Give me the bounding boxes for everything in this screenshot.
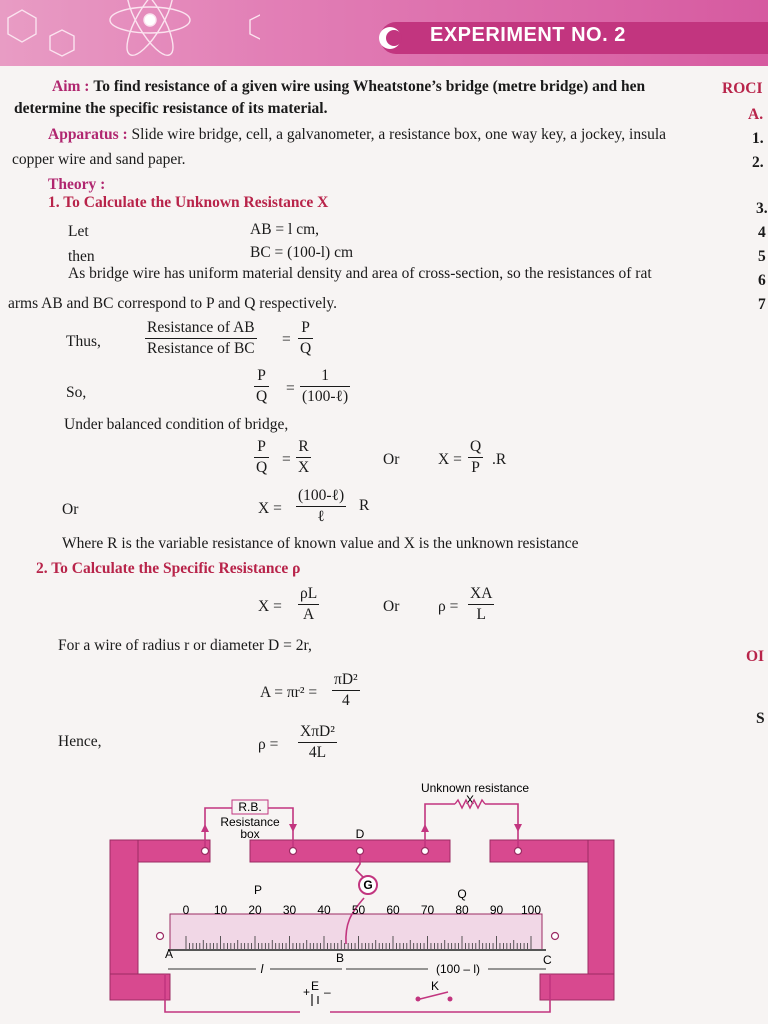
p-over-q-3 [254, 437, 269, 478]
side-mark: S [756, 710, 765, 727]
a: A [303, 606, 315, 623]
resistance-bc: Resistance of BC [147, 340, 255, 357]
scale-number: 80 [455, 903, 469, 917]
radius-line: For a wire of radius r or diameter D = 2r, [58, 637, 312, 654]
l-length: L [476, 606, 486, 623]
x-equals-3: X = [258, 598, 282, 615]
apparatus-label: Apparatus : [48, 126, 128, 143]
ab-equation: AB = l cm, [250, 221, 320, 238]
experiment-title: EXPERIMENT NO. 2 [430, 24, 626, 46]
then-label: then [68, 248, 95, 265]
label-100-minus-l: (100 – l) [435, 962, 481, 976]
side-mark: 2. [752, 154, 764, 171]
scale-number: 10 [213, 903, 228, 917]
apparatus-text: Slide wire bridge, cell, a galvanometer, a resistance box, one way key, a jockey, insula [131, 126, 667, 143]
aim-text: To find resistance of a given wire using Wheatstone’s bridge (metre bridge) and hen [93, 78, 646, 95]
aim-label: Aim : [52, 78, 90, 95]
r: R [495, 451, 507, 468]
key-terminal-icon [416, 997, 421, 1002]
x-equals: X = [438, 451, 462, 468]
side-mark: 6 [758, 272, 766, 289]
key-switch-icon [420, 992, 448, 999]
x-equals-2: X = [258, 500, 282, 517]
rhol-over-a [298, 584, 319, 625]
scale-number: 100 [520, 903, 542, 917]
key-terminal-icon [448, 997, 453, 1002]
let-label: Let [68, 223, 89, 240]
bc-equation: BC = (100-l) cm [250, 244, 354, 261]
pid2-over-4 [332, 670, 360, 711]
p-over-q-2 [254, 366, 269, 407]
p: P [254, 437, 269, 458]
section-1-heading: 1. To Calculate the Unknown Resistance X [48, 194, 329, 211]
metre-bridge-diagram [0, 774, 768, 1024]
label-b: B [336, 951, 345, 965]
box-label: box [240, 827, 260, 841]
theory-heading: Theory : [48, 176, 106, 193]
scale-number: 50 [351, 903, 366, 917]
side-mark: A. [748, 106, 764, 123]
label-e: E [310, 979, 320, 993]
or-label-3: Or [383, 598, 400, 615]
cell-icon [312, 994, 318, 1006]
equals-sign: = [286, 380, 295, 397]
xpid2-over-4l [298, 722, 337, 763]
apparatus-line-1 [48, 126, 666, 144]
l: ℓ [317, 508, 325, 525]
side-mark: ROCI [722, 80, 763, 97]
one-over-100-minus-l [300, 366, 350, 407]
label-q: Q [457, 887, 467, 901]
xa-over-l [468, 584, 494, 625]
side-mark: 5 [758, 248, 766, 265]
q: Q [300, 340, 312, 357]
bullet-circle-icon [376, 24, 406, 54]
q: Q [468, 437, 483, 458]
plus-sign: + [303, 985, 311, 999]
hence-label: Hence, [58, 733, 102, 750]
q-over-p [468, 437, 483, 478]
p: P [471, 459, 480, 476]
label-c: C [543, 953, 552, 967]
q: Q [256, 388, 268, 405]
aim-line-2: determine the specific resistance of its material. [14, 100, 328, 117]
equals-sign: = [282, 451, 291, 468]
where-line: Where R is the variable resistance of known value and X is the unknown resistance [62, 535, 579, 552]
rb-label: R.B. [238, 800, 262, 814]
thus-label: Thus, [66, 333, 101, 350]
section-2-heading: 2. To Calculate the Specific Resistance ρ [36, 560, 301, 577]
side-mark: 7 [758, 296, 766, 313]
xa: XA [468, 584, 494, 605]
x: X [298, 459, 310, 476]
hundred-minus-l: (100-ℓ) [296, 486, 346, 507]
scale-number: 0 [182, 903, 190, 917]
apparatus-line-2: copper wire and sand paper. [12, 151, 186, 168]
hundred-minus-l: (100-ℓ) [302, 388, 349, 405]
side-mark: 1. [752, 130, 764, 147]
r-over-x [296, 437, 311, 478]
p-over-q [298, 318, 313, 359]
unknown-x-label: X [465, 793, 475, 807]
label-p: P [253, 883, 263, 897]
or-label-2: Or [62, 501, 79, 518]
para-1a: As bridge wire has uniform material density and area of cross-section, so the resistances of rat [68, 265, 652, 282]
p: P [254, 366, 269, 387]
rho-l: ρL [298, 584, 319, 605]
equals-sign: = [282, 331, 291, 348]
scale-number: 40 [317, 903, 331, 917]
four-l: 4L [308, 744, 327, 761]
scale-number: 70 [420, 903, 435, 917]
r-factor: R [359, 497, 370, 514]
scale-number: 30 [282, 903, 297, 917]
label-a: A [165, 947, 174, 961]
r: R [296, 437, 311, 458]
minus-sign: – [324, 985, 331, 999]
q: Q [256, 459, 268, 476]
page-header [0, 0, 768, 66]
or-label: Or [383, 451, 400, 468]
unknown-resistance-label: Unknown resistance [420, 781, 530, 795]
x-pi-d-squared: XπD² [298, 722, 337, 743]
side-mark: OI [746, 648, 765, 665]
scale-number: 90 [489, 903, 504, 917]
resistance-label: Resistance [220, 815, 280, 829]
dot-r: .R [492, 451, 507, 468]
four: 4 [341, 692, 350, 709]
scale-number: 60 [386, 903, 400, 917]
galvanometer-g: G [363, 878, 373, 892]
balanced-condition: Under balanced condition of bridge, [64, 416, 289, 433]
so-label: So, [66, 384, 87, 401]
atom-decoration-icon [0, 0, 260, 66]
aim-line-1 [52, 78, 645, 96]
label-d: D [355, 827, 365, 841]
resistance-ratio-fraction [145, 318, 257, 359]
scale-number: 20 [248, 903, 262, 917]
side-mark: 3. [756, 200, 768, 217]
p: P [298, 318, 313, 339]
pi-d-squared: πD² [332, 670, 360, 691]
area-equation: A = πr² = [260, 684, 318, 701]
hundred-minus-l-over-l [296, 486, 346, 527]
one: 1 [300, 366, 350, 387]
label-l: l [260, 962, 264, 976]
side-mark: 4 [758, 224, 766, 241]
label-k: K [430, 979, 440, 993]
rho-equals-2: ρ = [258, 736, 279, 753]
rho-equals: ρ = [438, 598, 459, 615]
para-1b: arms AB and BC correspond to P and Q respectively. [8, 295, 338, 312]
resistance-ab: Resistance of AB [145, 318, 257, 339]
